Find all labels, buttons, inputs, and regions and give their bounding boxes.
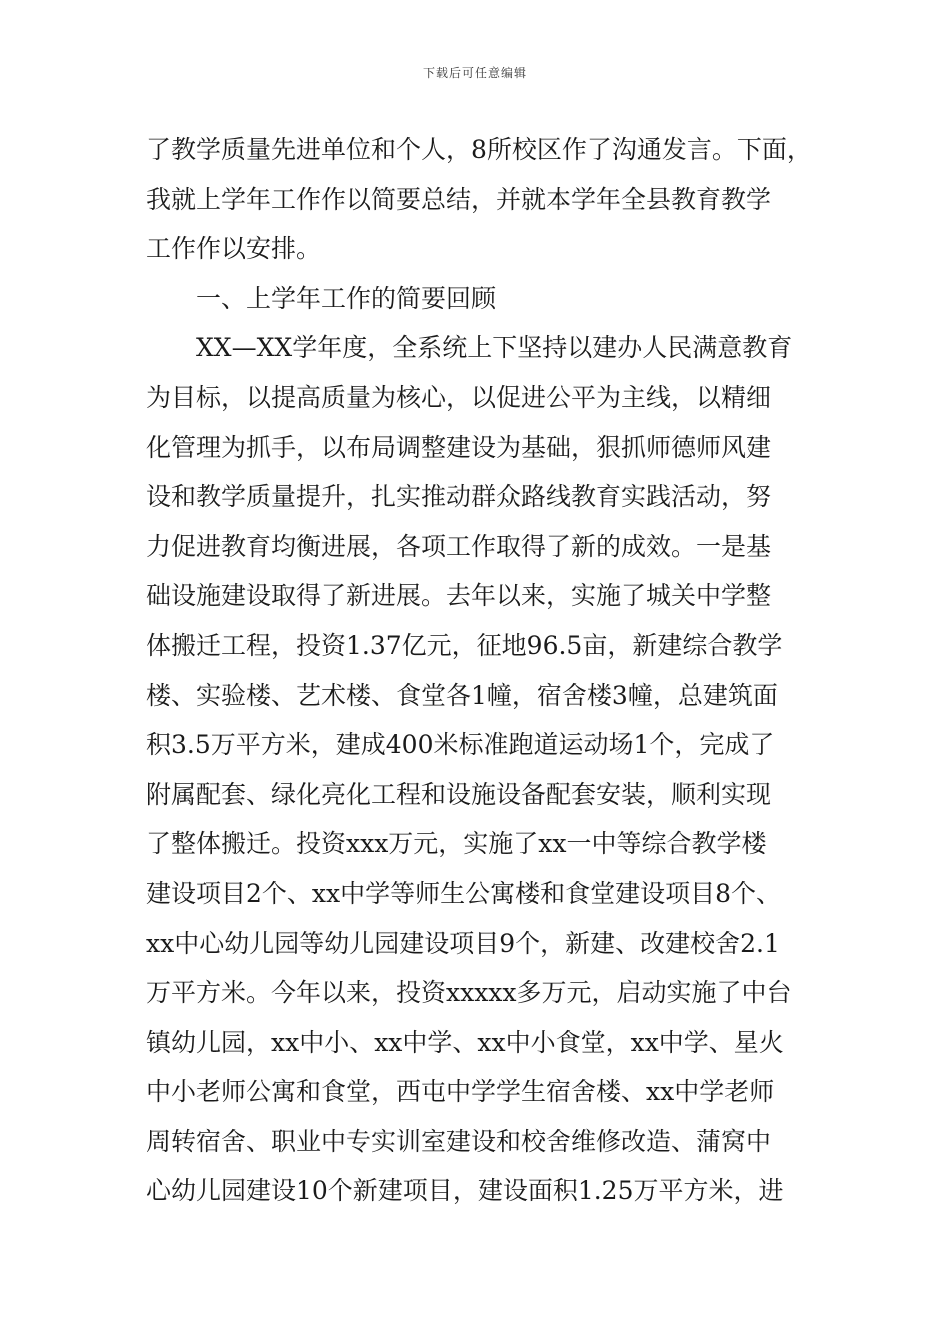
text-line: 化管理为抓手，以布局调整建设为基础，狠抓师德师风建 — [146, 432, 772, 462]
text-line: 万平方米。今年以来，投资xxxxx多万元，启动实施了中台 — [146, 978, 792, 1008]
text-line: xx中心幼儿园等幼儿园建设项目9个，新建、改建校舍2.1 — [146, 928, 780, 958]
text-line: 中小老师公寓和食堂，西屯中学学生宿舍楼、xx中学老师 — [146, 1077, 775, 1107]
text-line: 附属配套、绿化亮化工程和设施设备配套安装，顺利实现 — [146, 779, 772, 809]
text-line: 工作作以安排。 — [146, 234, 322, 264]
text-line: 周转宿舍、职业中专实训室建设和校舍维修改造、蒲窝中 — [146, 1126, 772, 1156]
text-line: XX—XX学年度，全系统上下坚持以建办人民满意教育 — [196, 333, 793, 363]
text-line: 设和教学质量提升，扎实推动群众路线教育实践活动，努 — [146, 482, 772, 512]
text-line: 一、上学年工作的简要回顾 — [196, 283, 497, 313]
text-line: 楼、实验楼、艺术楼、食堂各1幢，宿舍楼3幢，总建筑面 — [146, 680, 778, 710]
text-line: 心幼儿园建设10个新建项目，建设面积1.25万平方米，进 — [146, 1176, 784, 1206]
text-line: 力促进教育均衡进展，各项工作取得了新的成效。一是基 — [146, 531, 772, 561]
text-line: 建设项目2个、xx中学等师生公寓楼和食堂建设项目8个、 — [146, 878, 782, 908]
text-line: 体搬迁工程，投资1.37亿元，征地96.5亩，新建综合教学 — [146, 630, 783, 660]
text-line: 我就上学年工作作以简要总结，并就本学年全县教育教学 — [146, 184, 772, 214]
text-line: 础设施建设取得了新进展。去年以来，实施了城关中学整 — [146, 581, 772, 611]
text-line: 镇幼儿园，xx中小、xx中学、xx中小食堂，xx中学、星火 — [146, 1027, 784, 1057]
text-line: 为目标，以提高质量为核心，以促进公平为主线，以精细 — [146, 382, 772, 412]
text-line: 了教学质量先进单位和个人，8所校区作了沟通发言。下面， — [146, 135, 812, 164]
document-body — [146, 125, 826, 1216]
page-header: 下载后可任意编辑 — [422, 66, 527, 80]
text-line: 了整体搬迁。投资xxx万元，实施了xx一中等综合教学楼 — [146, 829, 767, 859]
text-line: 积3.5万平方米，建成400米标准跑道运动场1个，完成了 — [146, 730, 775, 760]
